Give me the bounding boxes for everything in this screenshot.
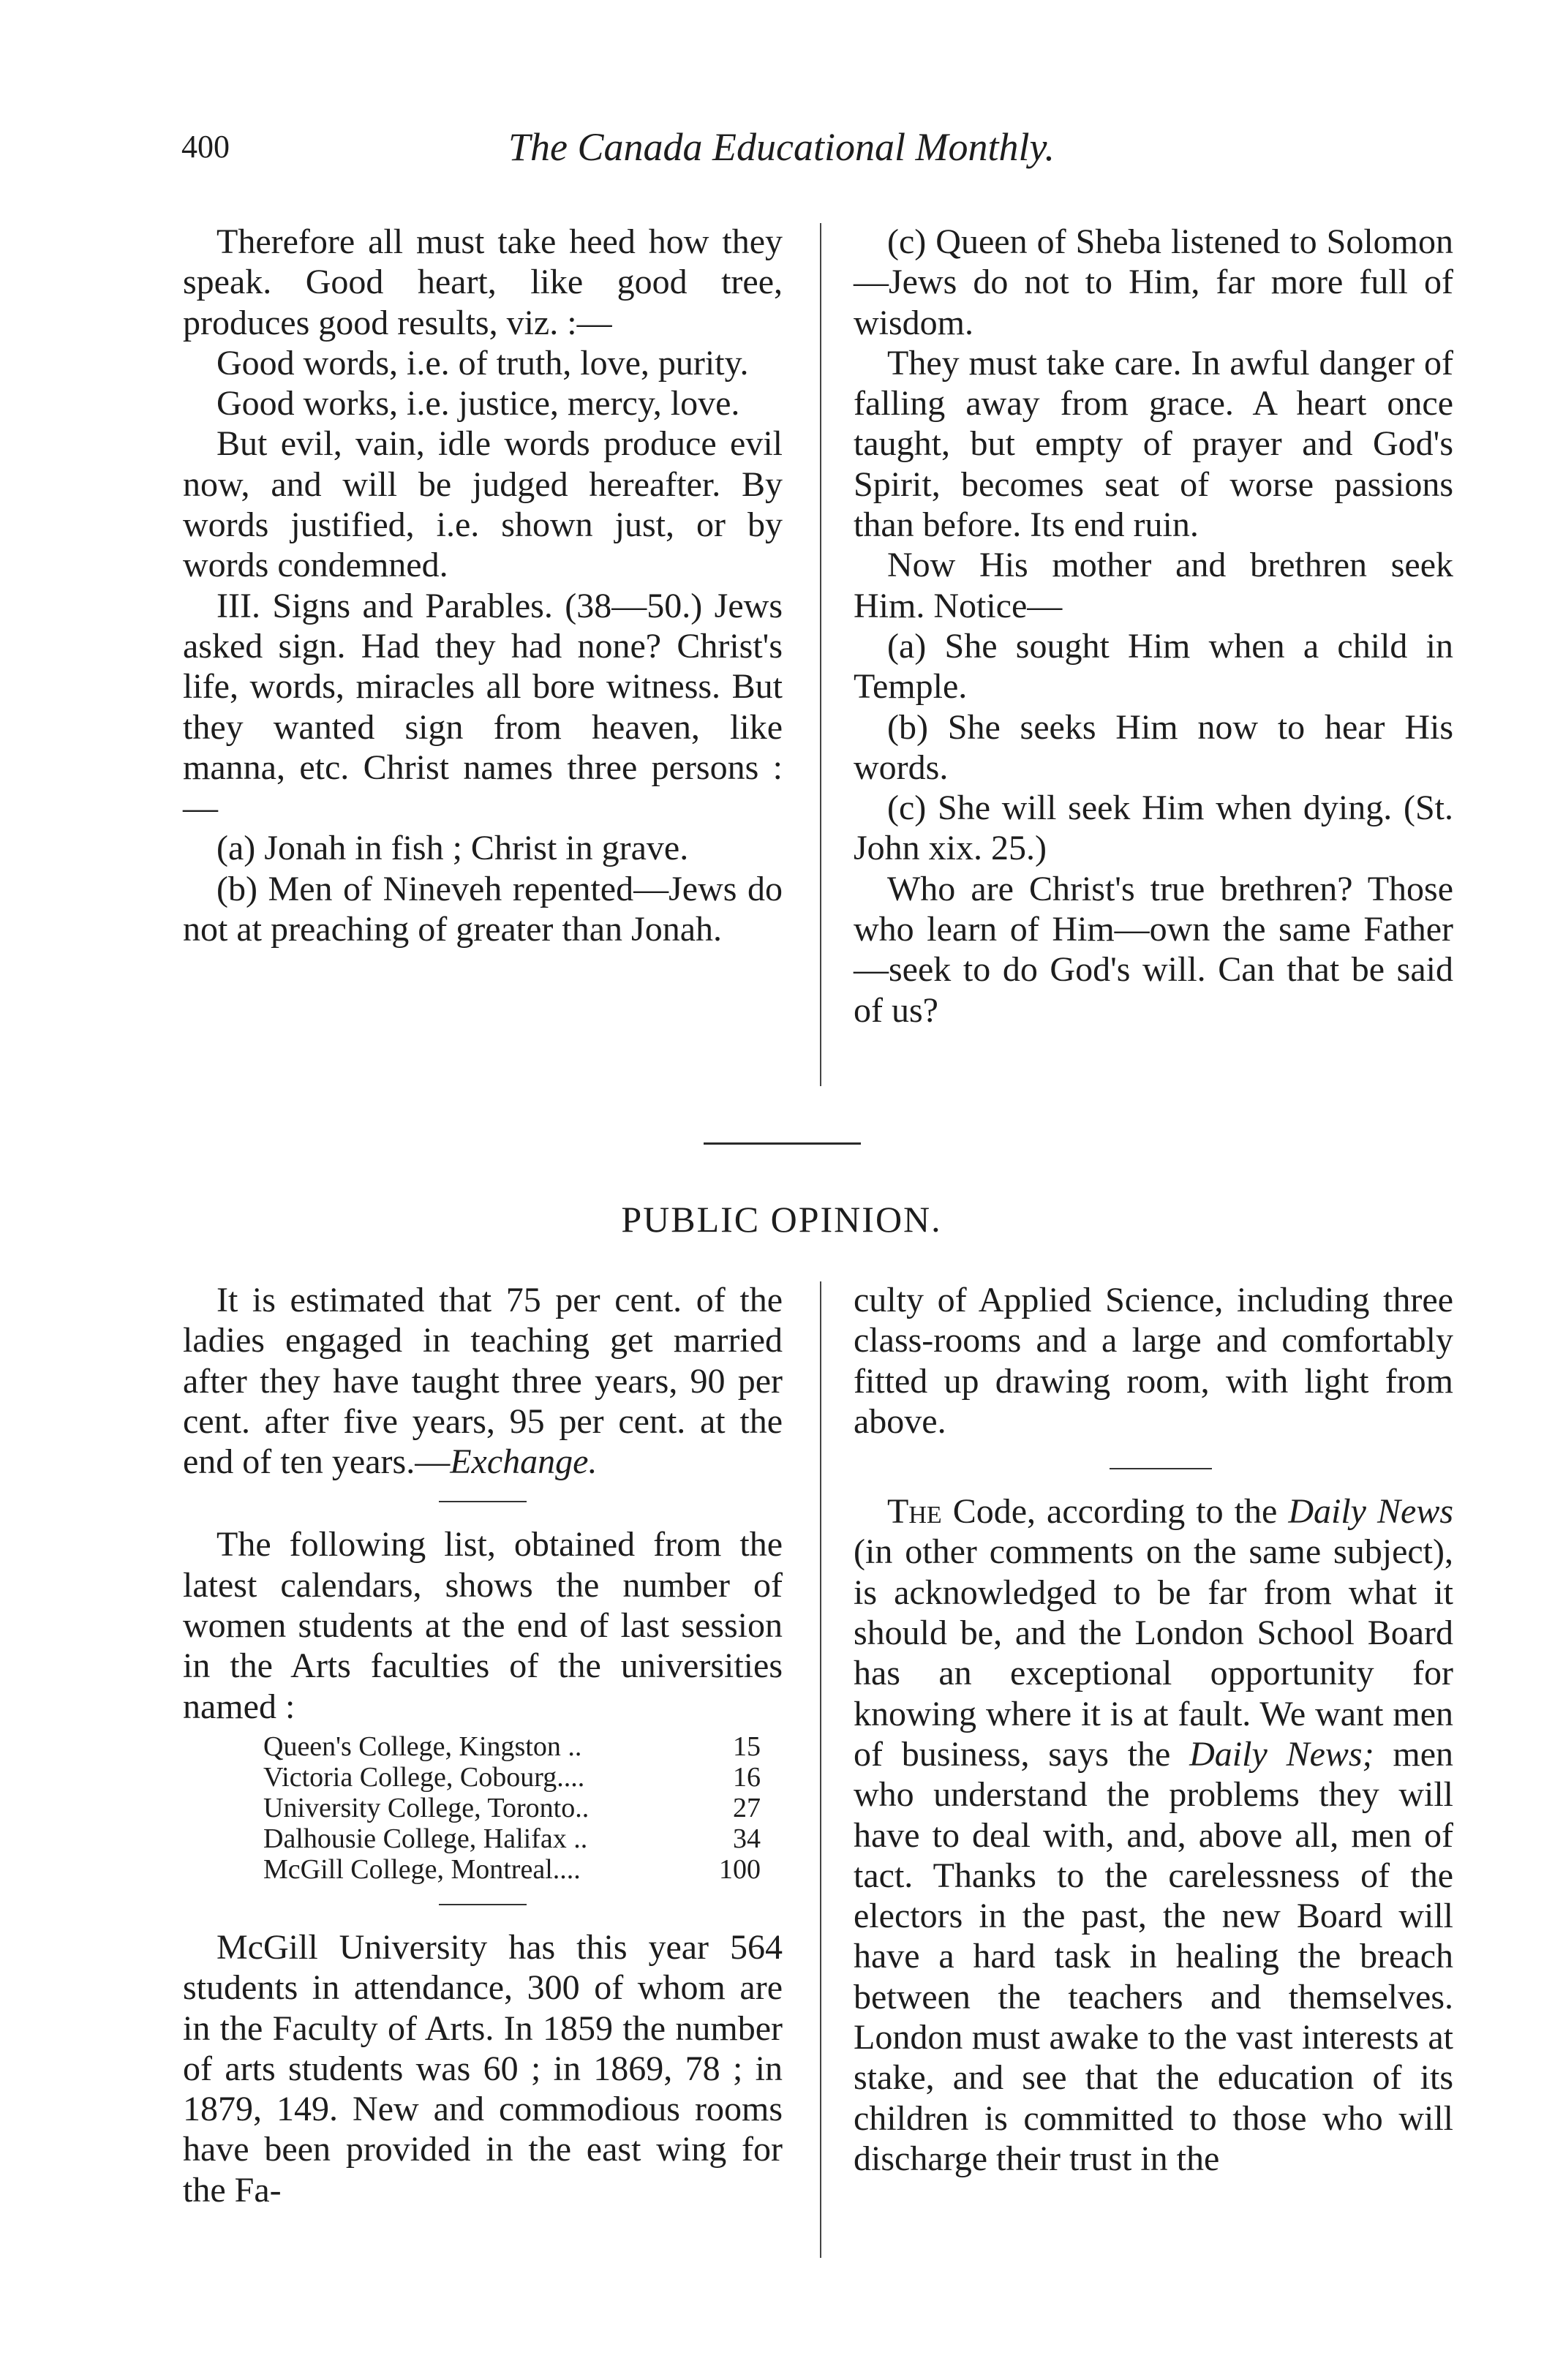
paragraph: Good words, i.e. of truth, love, purity. [216,343,749,383]
separator-rule [1110,1468,1212,1469]
separator-rule [439,1501,527,1502]
paragraph: (c) She will seek Him when dying. (St. John xix. 25.) [854,788,1453,868]
source-credit: Exchange. [450,1442,598,1482]
paragraph: Who are Christ's true brethren? Those who learn of Him—own the same Father—seek to do God's will. Can that be said of us? [854,869,1453,1030]
paragraph: Therefore all must take heed how they speak. Good heart, like good tree, produces good results, viz. :— [183,222,783,342]
paragraph: (c) Queen of Sheba listened to Solomon—Jews do not to Him, far more full of wisdom. [854,222,1453,342]
paragraph [183,1280,783,1482]
running-title: The Canada Educational Monthly. [508,125,1055,169]
section-title: PUBLIC OPINION. [621,1199,942,1240]
paragraph: (b) She seeks Him now to hear His words. [854,707,1453,787]
newspaper-name: Daily News [1288,1492,1454,1532]
lower-right-column [854,1280,1453,2179]
list-item: University College, Toronto.. 27 [263,1792,761,1823]
section-rule [704,1142,861,1145]
column-divider [820,1281,821,2258]
paragraph: Good works, i.e. justice, mercy, love. [216,384,740,423]
paragraph: But evil, vain, idle words produce evil now, and will be judged hereafter. By words justified, i.e. shown just, or by words condemned. [183,424,783,585]
paragraph: Now His mother and brethren seek Him. Notice— [854,546,1453,625]
page-number: 400 [181,129,230,165]
upper-left-column [183,222,783,949]
paragraph: culty of Applied Science, including three class-rooms and a large and comfortably fitted up drawing room, with light from above. [854,1281,1453,1441]
list-item: Dalhousie College, Halifax .. 34 [263,1823,761,1854]
list-item: Queen's College, Kingston .. 15 [263,1731,761,1762]
lead-word: The [887,1492,942,1532]
paragraph: The Code, according to the Daily News (in other comments on the same subject), is acknowledged to be far from what it should be, and the London School Board has an exceptional opportunity for knowing where it is at fault. We want men of business, says the Daily News; men who understand the problems they will have to deal with, and, above all, men of tact. Thanks to the carelessness of the electors in the past, the new Board will have a hard task in healing the breach between the teachers and themselves. London must awake to the vast interests at stake, and see that the education of its children is committed to those who will discharge their trust in the [854,1492,1454,2178]
paragraph: McGill University has this year 564 students in attendance, 300 of whom are in the Faculty of Arts. In 1859 the number of arts students was 60 ; in 1869, 78 ; in 1879, 149. New and commodious rooms have been provided in the east wing for the Fa- [183,1927,783,2210]
paragraph: (a) She sought Him when a child in Temple. [854,626,1453,707]
paragraph: The following list, obtained from the latest calendars, shows the number of women students at the end of last session in the Arts faculties of the universities named : [183,1525,783,1726]
list-item: McGill College, Montreal.... 100 [263,1853,761,1885]
upper-right-column [854,222,1453,1031]
paragraph-text: It is estimated that 75 per cent. of the ladies engaged in teaching get married after they have taught three years, 90 per cent. after five years, 95 per cent. at the end of ten years.— [183,1281,783,1482]
lower-left-column [183,1280,783,2210]
paragraph: III. Signs and Parables. (38—50.) Jews asked sign. Had they had none? Christ's life, words, miracles all bore witness. But they wanted sign from heaven, like manna, etc. Christ names three persons :— [183,586,783,828]
paragraph: (a) Jonah in fish ; Christ in grave. [216,829,689,868]
column-divider [820,223,821,1086]
list-item: Victoria College, Cobourg.... 16 [263,1761,761,1793]
separator-rule [439,1904,527,1905]
newspaper-name: Daily News; [1189,1734,1374,1774]
enrolment-list [263,1731,783,1885]
paragraph: They must take care. In awful danger of falling away from grace. A heart once taught, but empty of prayer and God's Spirit, becomes seat of worse passions than before. Its end ruin. [854,343,1453,545]
paragraph: (b) Men of Nineveh repented—Jews do not at preaching of greater than Jonah. [183,869,783,949]
